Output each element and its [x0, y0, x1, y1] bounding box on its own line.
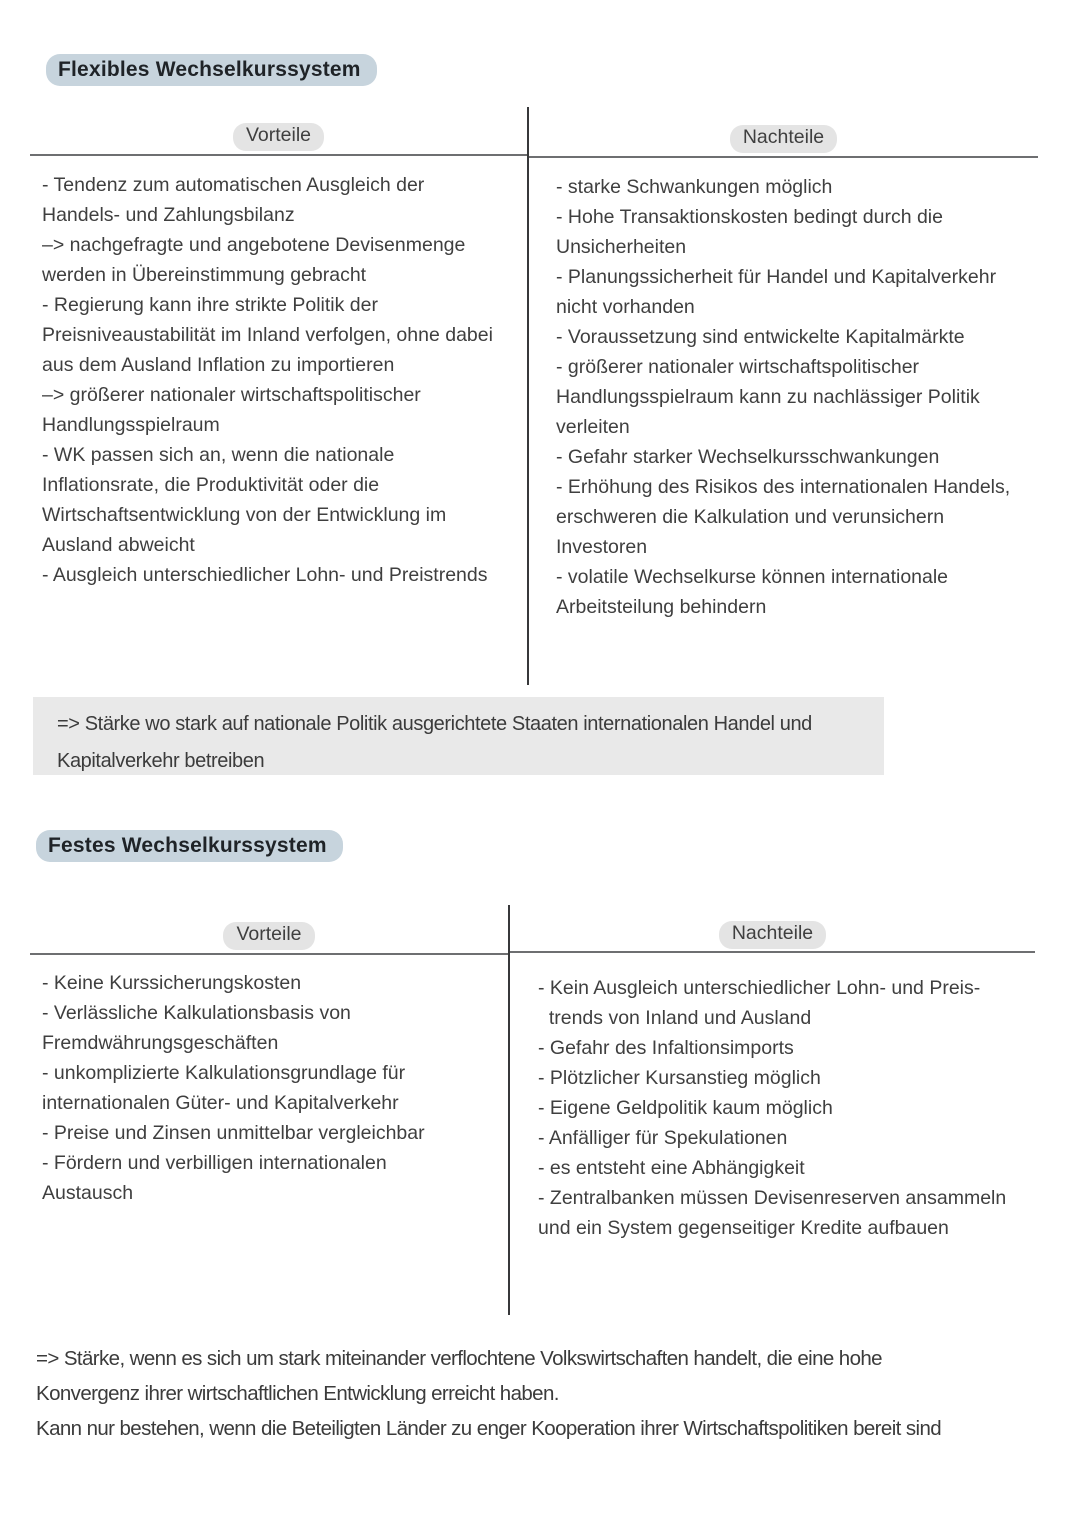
summary-line: => Stärke, wenn es sich um stark miteinander verflochtene Volkswirtschaften handelt, die eine hohe — [36, 1347, 882, 1370]
advantage-line: Inflationsrate, die Produktivität oder die — [42, 474, 380, 496]
table-flexible-disadvantages-list — [529, 158, 1038, 622]
disadvantage-line: nicht vorhanden — [556, 296, 695, 318]
disadvantage-line: - Planungssicherheit für Handel und Kapitalverkehr — [556, 266, 997, 288]
advantage-line: Preisniveaustabilität im Inland verfolgen, ohne dabei — [42, 324, 493, 346]
disadvantage-line: - Erhöhung des Risikos des internationalen Handels, — [556, 476, 1011, 498]
table-fixed-disadvantages-header — [510, 905, 1035, 953]
disadvantage-line: - Zentralbanken müssen Devisenreserven ansammeln — [538, 1187, 1007, 1209]
advantages-header-pill: Vorteile — [223, 922, 314, 950]
advantage-line: Fremdwährungsgeschäften — [42, 1032, 279, 1054]
disadvantage-line: Investoren — [556, 536, 648, 558]
disadvantage-line: - Gefahr starker Wechselkursschwankungen — [556, 446, 940, 468]
advantage-line: –> größerer nationaler wirtschaftspolitischer — [42, 384, 421, 406]
disadvantage-line: - starke Schwankungen möglich — [556, 176, 833, 198]
advantage-line: - Regierung kann ihre strikte Politik der — [42, 294, 378, 316]
summary-line: Kann nur bestehen, wenn die Beteiligten Länder zu enger Kooperation ihrer Wirtschaftspolitiken bereit sind — [36, 1417, 942, 1440]
advantage-line: internationalen Güter- und Kapitalverkehr — [42, 1092, 399, 1114]
section-title-fixed — [36, 830, 343, 862]
disadvantage-line: - Anfälliger für Spekulationen — [538, 1127, 788, 1149]
advantage-line: Handels- und Zahlungsbilanz — [42, 204, 295, 226]
summary-flexible-lines — [57, 706, 884, 780]
advantage-line: - Ausgleich unterschiedlicher Lohn- und Preistrends — [42, 564, 488, 586]
advantage-line: - WK passen sich an, wenn die nationale — [42, 444, 395, 466]
disadvantage-line: und ein System gegenseitiger Kredite aufbauen — [538, 1217, 949, 1239]
table-flexible-disadvantages-header — [529, 107, 1038, 158]
table-flexible — [30, 107, 1038, 685]
disadvantage-line: Unsicherheiten — [556, 236, 687, 258]
summary-line: Konvergenz ihrer wirtschaftlichen Entwicklung erreicht haben. — [36, 1382, 559, 1405]
advantage-line: Austausch — [42, 1182, 134, 1204]
advantage-line: aus dem Ausland Inflation zu importieren — [42, 354, 395, 376]
advantage-line: Ausland abweicht — [42, 534, 195, 556]
table-fixed — [30, 905, 1035, 1315]
summary-fixed-lines — [36, 1341, 1046, 1446]
disadvantage-line: Handlungsspielraum kann zu nachlässiger Politik — [556, 386, 980, 408]
disadvantage-line: verleiten — [556, 416, 630, 438]
disadvantage-line: Arbeitsteilung behindern — [556, 596, 767, 618]
advantage-line: - unkomplizierte Kalkulationsgrundlage für — [42, 1062, 406, 1084]
table-flexible-advantages-list — [30, 156, 527, 590]
table-flexible-disadvantages-column — [529, 107, 1038, 685]
section-title-fixed-pill: Festes Wechselkurssystem — [36, 830, 343, 862]
disadvantage-line: - Eigene Geldpolitik kaum möglich — [538, 1097, 833, 1119]
summary-line: => Stärke wo stark auf nationale Politik ausgerichtete Staaten internationalen Handel und — [57, 713, 812, 735]
disadvantage-line: - Voraussetzung sind entwickelte Kapitalmärkte — [556, 326, 965, 348]
table-fixed-disadvantages-column — [510, 905, 1035, 1315]
advantage-line: - Fördern und verbilligen internationalen — [42, 1152, 387, 1174]
advantage-line: Wirtschaftsentwicklung von der Entwicklung im — [42, 504, 447, 526]
summary-flexible — [33, 697, 884, 775]
section-title-flexible — [46, 54, 377, 86]
table-fixed-advantages-list — [30, 955, 508, 1208]
disadvantage-line: - es entsteht eine Abhängigkeit — [538, 1157, 805, 1179]
advantage-line: - Preise und Zinsen unmittelbar vergleichbar — [42, 1122, 425, 1144]
summary-fixed — [36, 1341, 1046, 1446]
table-fixed-advantages-header — [30, 905, 508, 955]
disadvantage-line: - Hohe Transaktionskosten bedingt durch die — [556, 206, 943, 228]
summary-line: Kapitalverkehr betreiben — [57, 750, 265, 772]
disadvantages-header-pill: Nachteile — [719, 921, 826, 949]
disadvantage-line: - Kein Ausgleich unterschiedlicher Lohn- und Preis- — [538, 977, 981, 999]
advantage-line: - Verlässliche Kalkulationsbasis von — [42, 1002, 351, 1024]
advantage-line: - Tendenz zum automatischen Ausgleich der — [42, 174, 425, 196]
table-flexible-advantages-column — [30, 107, 527, 685]
disadvantages-header-pill: Nachteile — [730, 125, 837, 153]
disadvantage-line: - volatile Wechselkurse können internationale — [556, 566, 949, 588]
advantages-header-pill: Vorteile — [233, 123, 324, 151]
table-fixed-disadvantages-list — [510, 953, 1035, 1243]
advantage-line: Handlungsspielraum — [42, 414, 220, 436]
section-title-flexible-pill: Flexibles Wechselkurssystem — [46, 54, 377, 86]
disadvantage-line: erschweren die Kalkulation und verunsichern — [556, 506, 945, 528]
table-flexible-advantages-header — [30, 107, 527, 156]
disadvantage-line: - Plötzlicher Kursanstieg möglich — [538, 1067, 821, 1089]
disadvantage-line: - Gefahr des Infaltionsimports — [538, 1037, 794, 1059]
advantage-line: –> nachgefragte und angebotene Devisenmenge — [42, 234, 466, 256]
disadvantage-line: - größerer nationaler wirtschaftspolitischer — [556, 356, 920, 378]
table-fixed-advantages-column — [30, 905, 508, 1315]
advantage-line: werden in Übereinstimmung gebracht — [42, 264, 367, 286]
advantage-line: - Keine Kurssicherungskosten — [42, 972, 302, 994]
disadvantage-line: trends von Inland und Ausland — [538, 1007, 812, 1029]
